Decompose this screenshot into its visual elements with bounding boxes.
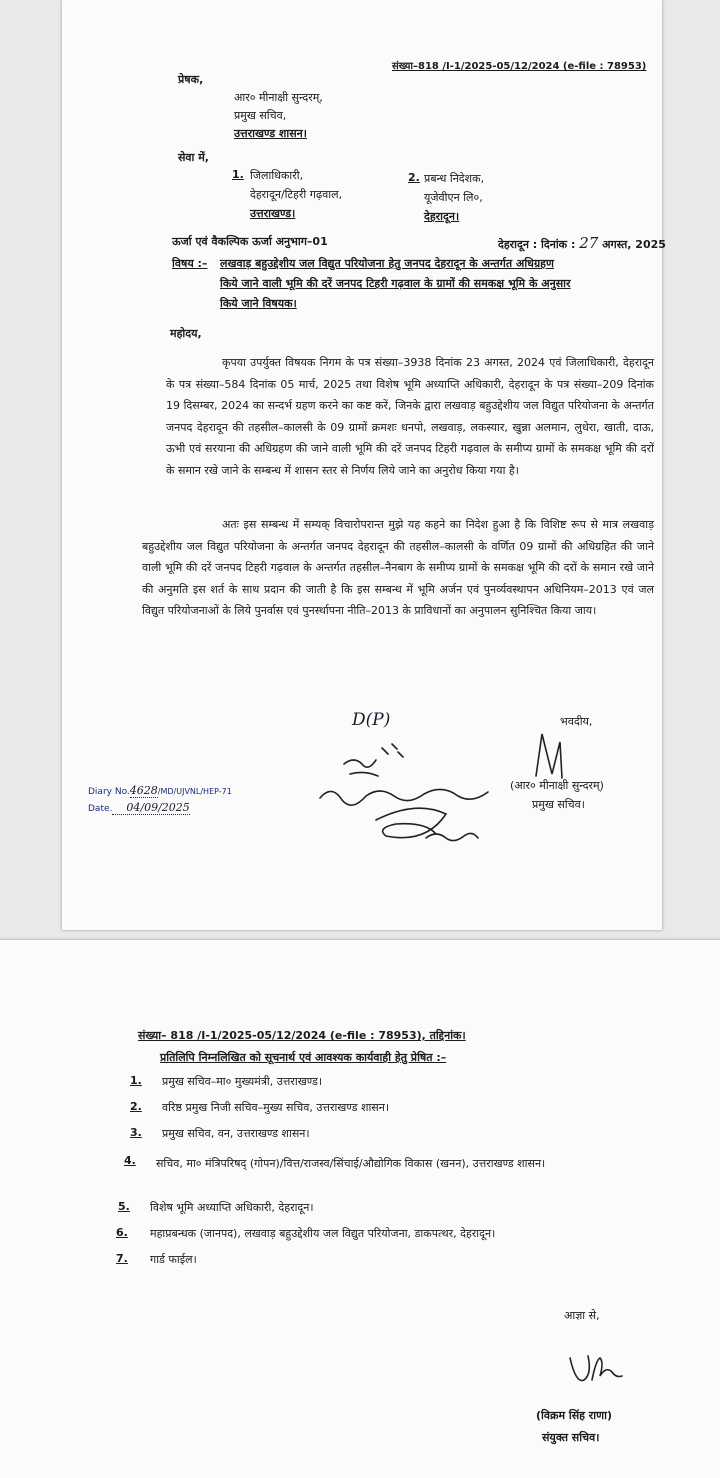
- subject-line-2: किये जाने वाली भूमि की दरें जनपद टिहरी गढ़वाल के ग्रामों की समकक्ष भूमि के अनुसार: [220, 277, 571, 290]
- recipient-2-line-2: यूजेवीएन लि०,: [424, 191, 483, 204]
- copy-signer-name: (विक्रम सिंह राणा): [536, 1409, 612, 1422]
- handwritten-noting: [316, 768, 506, 858]
- place-date-prefix: देहरादून : दिनांक :: [498, 238, 576, 251]
- copy-item-1-number: 1.: [130, 1074, 142, 1087]
- salutation: महोदय,: [170, 327, 202, 340]
- paragraph-1: कृपया उपर्युक्त विषयक निगम के पत्र संख्या–3938 दिनांक 23 अगस्त, 2024 एवं जिलाधिकारी, देहरादून के पत्र संख्या–584 दिनांक 05 मार्च, 2025 तथा विशेष भूमि अध्याप्ति अधिकारी, देहरादून के पत्र संख्या–209 दिनांक 19 दिसम्बर, 2024 का सन्दर्भ ग्रहण करने का कष्ट करें, जिनके द्वारा लखवाड़ बहुउद्देशीय जल विद्युत परियोजना के अन्तर्गत जनपद देहरादून की तहसील–कालसी के 09 ग्रामों क्रमशः धनपो, लखवाड़, लकस्यार, खुन्ना अलमान, लुधेरा, खाती, दाऊ, ऊभी एवं सरयाना की अधिग्रहण की जाने वाली भूमि की दरें जनपद टिहरी गढ़वाल के समीप्य ग्रामों के समकक्ष भूमि की दरों के समान रखे जाने के सम्बन्ध में शासन स्तर से निर्णय लिये जाने का अनुरोध किया गया है।: [166, 356, 654, 477]
- handwritten-dp-note: D(P): [352, 710, 391, 730]
- letter-page-2: [0, 940, 720, 1478]
- recipient-1-line-2: देहरादून/टिहरी गढ़वाल,: [250, 188, 343, 201]
- paragraph-2: अतः इस सम्बन्ध में सम्यक् विचारोपरान्त मुझे यह कहने का निदेश हुआ है कि विशिष्ट रूप से मात्र लखवाड़ बहुउद्देशीय जल विद्युत परियोजना के अन्तर्गत जनपद देहरादून की तहसील–कालसी के वर्णित 09 ग्रामों की अधिग्रहित की जाने वाली भूमि की दरें जनपद टिहरी गढ़वाल के अन्तर्गत तहसील–नैनबाग के समीप्य ग्रामों के समकक्ष भूमि की दरों के समान रखे जाने की अनुमति इस शर्त के साथ प्रदान की जाती है कि इस सम्बन्ध में भूमि अर्जन एवं पुनर्व्यवस्थापन अधिनियम–2013 एवं जल विद्युत परियोजनाओं के लिये पुनर्वास एवं पुनर्स्थापना नीति–2013 के प्राविधानों का अनुपालन सुनिश्चित किया जाय।: [142, 518, 654, 618]
- recipient-2-number: 2.: [408, 171, 420, 184]
- diary-stamp: [88, 784, 232, 797]
- copy-item-2-number: 2.: [130, 1100, 142, 1113]
- copy-item-4-text: सचिव, मा० मंत्रिपरिषद् (गोपन)/वित्त/राजस्व/सिंचाई/औद्योगिक विकास (खनन), उत्तराखण्ड शासन।: [156, 1157, 546, 1170]
- copy-item-2-text: वरिष्ठ प्रमुख निजी सचिव–मुख्य सचिव, उत्तराखण्ड शासन।: [162, 1101, 390, 1114]
- sender-designation: प्रमुख सचिव,: [234, 109, 287, 122]
- copy-item-7-number: 7.: [116, 1252, 128, 1265]
- copy-reference-number: संख्या– 818 /I-1/2025-05/12/2024 (e-file : 78953), तद्दिनांक।: [138, 1029, 466, 1042]
- recipient-1-line-3: उत्तराखण्ड।: [250, 207, 296, 220]
- signature-joint-secretary: [566, 1350, 636, 1396]
- closing: भवदीय,: [560, 715, 593, 728]
- subject-line-3: किये जाने विषयक।: [220, 297, 297, 310]
- to-label: सेवा में,: [178, 151, 209, 164]
- diary-number-handwritten: 4628: [129, 784, 158, 797]
- place-date: [498, 234, 666, 252]
- signer-title: प्रमुख सचिव।: [532, 798, 585, 811]
- date-day-handwritten: 27: [579, 234, 599, 252]
- diary-label: Diary No.: [88, 787, 130, 797]
- copy-item-6-number: 6.: [116, 1226, 128, 1239]
- recipient-2-line-1: प्रबन्ध निदेशक,: [424, 172, 485, 185]
- copy-item-6-text: महाप्रबन्धक (जानपद), लखवाड़ बहुउद्देशीय जल विद्युत परियोजना, डाकपत्थर, देहरादून।: [150, 1227, 496, 1240]
- copy-item-3-number: 3.: [130, 1126, 142, 1139]
- recipient-2-line-3: देहरादून।: [424, 210, 460, 223]
- copy-signer-title: संयुक्त सचिव।: [542, 1431, 600, 1444]
- subject-line-1: लखवाड़ बहुउद्देशीय जल विद्युत परियोजना हेतु जनपद देहरादून के अन्तर्गत अधिग्रहण: [220, 257, 554, 270]
- sender-label: प्रेषक,: [178, 73, 204, 86]
- sender-office: उत्तराखण्ड शासन।: [234, 127, 307, 140]
- copy-item-4-number: 4.: [124, 1154, 136, 1167]
- letter-page-1: [62, 0, 666, 930]
- sender-name: आर० मीनाक्षी सुन्दरम्,: [234, 91, 323, 104]
- copy-item-3-text: प्रमुख सचिव, वन, उत्तराखण्ड शासन।: [162, 1127, 310, 1140]
- diary-suffix: /MD/UJVNL/HEP-71: [157, 787, 232, 796]
- date-label: Date.: [88, 804, 113, 814]
- copy-item-7-text: गार्ड फाईल।: [150, 1253, 197, 1266]
- department: ऊर्जा एवं वैकल्पिक ऊर्जा अनुभाग–01: [172, 235, 328, 248]
- copy-item-5-number: 5.: [118, 1200, 130, 1213]
- copy-intro: प्रतिलिपि निम्नलिखित को सूचनार्थ एवं आवश्यक कार्यवाही हेतु प्रेषित :–: [160, 1051, 447, 1064]
- order-phrase: आज्ञा से,: [564, 1309, 600, 1322]
- date-month-year: अगस्त, 2025: [602, 238, 666, 251]
- recipient-1-line-1: जिलाधिकारी,: [250, 169, 304, 182]
- reference-number: संख्या–818 /I-1/2025-05/12/2024 (e-file : 78953): [392, 61, 647, 72]
- copy-item-1-text: प्रमुख सचिव–मा० मुख्यमंत्री, उत्तराखण्ड।: [162, 1075, 322, 1088]
- copy-item-5-text: विशेष भूमि अध्याप्ति अधिकारी, देहरादून।: [150, 1201, 314, 1214]
- signer-name: (आर० मीनाक्षी सुन्दरम्): [510, 779, 604, 792]
- date-stamp: [88, 801, 190, 814]
- recipient-1-number: 1.: [232, 168, 244, 181]
- subject-label: विषय :–: [172, 257, 208, 270]
- date-value-handwritten: 04/09/2025: [112, 801, 189, 815]
